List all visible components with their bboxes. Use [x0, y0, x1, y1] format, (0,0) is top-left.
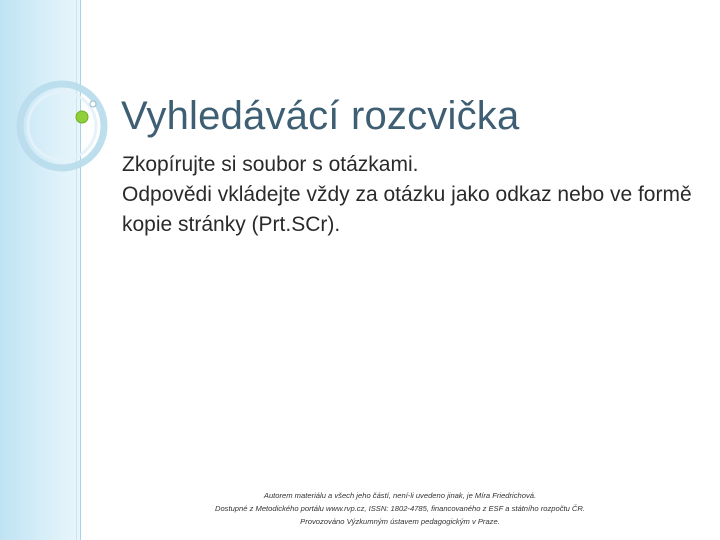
green-bullet-dot: [76, 111, 88, 123]
small-ring-dot: [90, 101, 96, 107]
slide-title: Vyhledávácí rozcvička: [121, 94, 520, 138]
footer-source-line: Dostupné z Metodického portálu www.rvp.cz, ISSN: 1802-4785, financovaného z ESF a státního rozpočtu ČR.: [214, 504, 586, 513]
body-line-copy-file: Zkopírujte si soubor s otázkami.: [122, 153, 419, 176]
decorative-rings: [0, 0, 130, 220]
slide-body: [122, 150, 702, 240]
large-ring-decoration: [20, 84, 104, 168]
body-line-answers: Odpovědi vkládejte vždy za otázku jako odkaz nebo ve formě kopie stránky (Prt.SCr).: [122, 183, 692, 236]
footer-operator-line: Provozováno Výzkumným ústavem pedagogickým v Praze.: [300, 517, 500, 526]
slide-footer: [160, 489, 640, 528]
footer-author-line: Autorem materiálu a všech jeho částí, není-li uvedeno jinak, je Míra Friedrichová.: [263, 491, 537, 500]
